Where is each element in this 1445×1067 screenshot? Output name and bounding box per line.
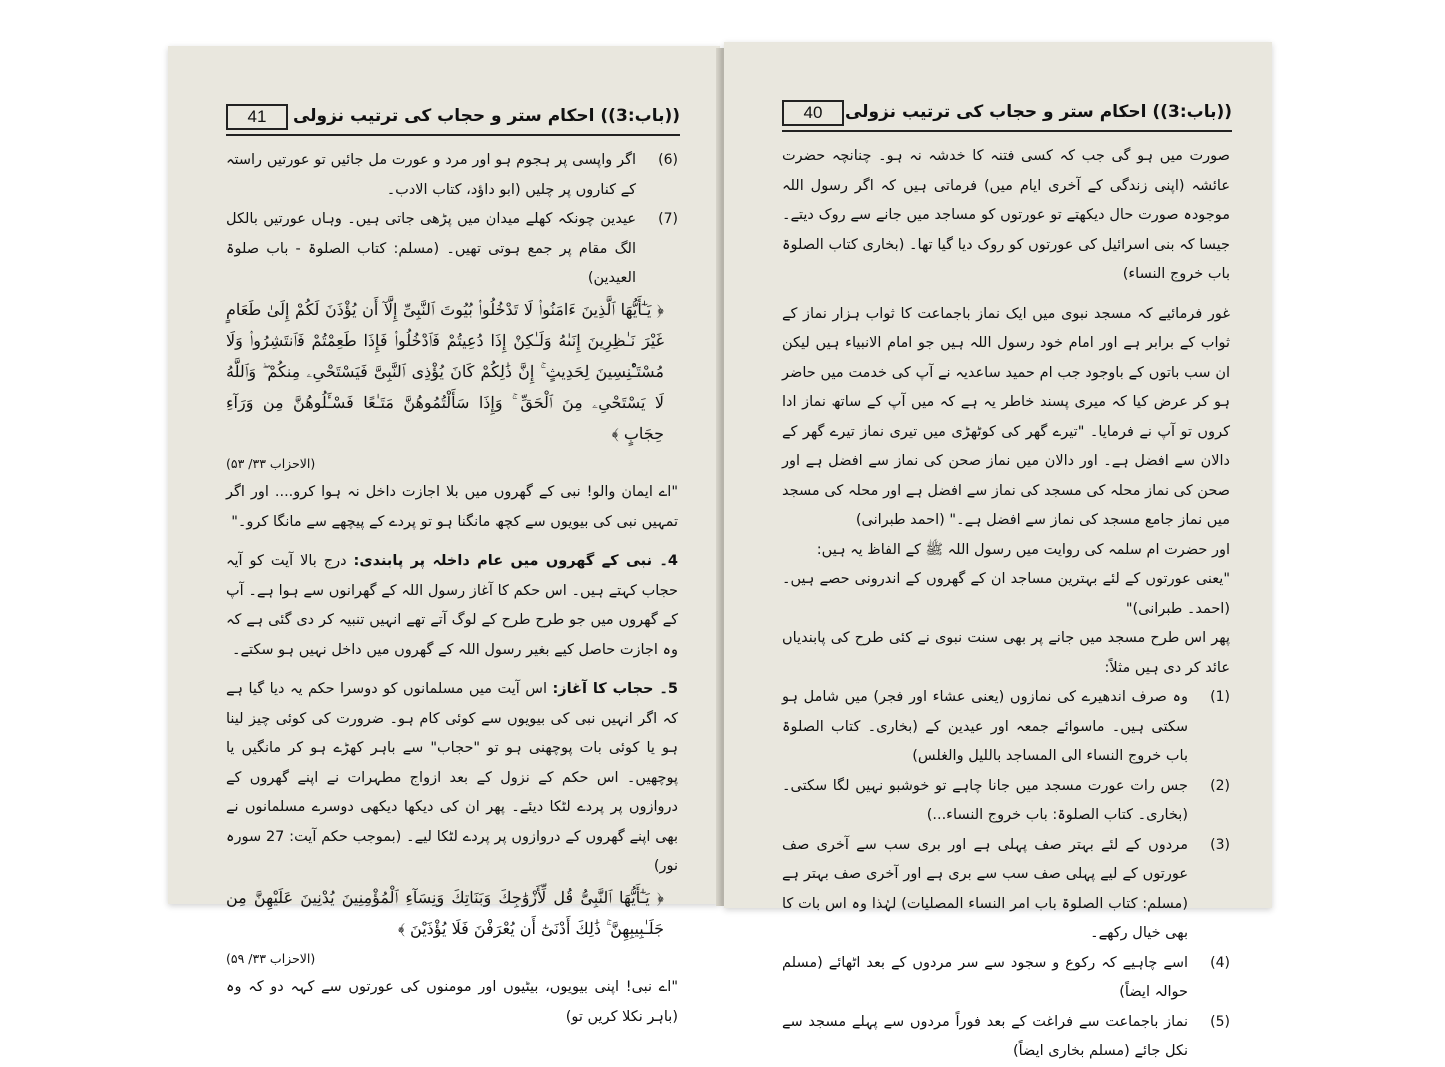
page-body <box>226 146 679 1025</box>
item-number: (7) <box>658 211 678 227</box>
paragraph: غور فرمائیے کہ مسجد نبوی میں ایک نماز باجماعت کا ثواب ہزار نماز کے ثواب کے برابر ہے اور امام خود رسول اللہ ہیں جو امام الانبیاء ہیں لیکن ان سب باتوں کے باوجود جب ام حمید ساعدیہ نے آپ کی خدمت میں حاضر ہو کر عرض کیا کہ میری پسند خاطر یہ ہے کہ میں آپ کے ساتھ نماز ادا کروں تو آپ نے فرمایا۔ "تیرے گھر کی کوٹھڑی میں تیری نماز تیرے گھر کے دالان سے افضل ہے۔ اور دالان میں نماز صحن کی نماز سے افضل ہے اور صحن کی نماز محلہ کی مسجد کی نماز سے افضل ہے اور محلہ کی مسجد میں نماز جامع مسجد کی نماز سے افضل ہے۔" (احمد طبرانی) <box>782 305 1230 528</box>
item-text: وہ صرف اندھیرے کی نمازوں (یعنی عشاء اور فجر) میں شامل ہو سکتی ہیں۔ ماسوائے جمعہ اور عیدین کے (بخاری۔ کتاب الصلوۃ باب خروج النساء الی المساجد باللیل والغلس) <box>782 689 1188 764</box>
paragraph: اور حضرت ام سلمہ کی روایت میں رسول اللہ ﷺ کے الفاظ یہ ہیں: <box>816 541 1230 558</box>
item-number: (6) <box>658 152 678 168</box>
list-item <box>782 949 1230 1008</box>
list-item <box>782 1008 1230 1067</box>
open-book <box>168 42 1280 1059</box>
page-body <box>782 142 1230 1059</box>
item-text: نماز باجماعت سے فراغت کے بعد فوراً مردوں سے پہلے مسجد سے نکل جائے (مسلم بخاری ایضاً) <box>782 1013 1188 1059</box>
section-heading: 5۔ حجاب کا آغاز: <box>552 681 678 697</box>
page-header <box>226 102 680 136</box>
section-text: درج بالا آیت کو آیہ حجاب کہتے ہیں۔ اس حکم کا آغاز رسول اللہ کے گھرانوں سے ہوا ہے۔ آپ کے گھروں میں جو طرح طرح کے لوگ آتے تھے انہیں تنبیہ کر دی گئی ہے کہ وہ اجازت حاصل کیے بغیر رسول اللہ کے گھروں میں داخل نہیں ہو سکتے۔ <box>226 553 678 658</box>
page-40 <box>724 42 1272 1059</box>
item-number: (1) <box>1210 689 1230 705</box>
section-heading: 4۔ نبی کے گھروں میں عام داخلہ پر پابندی: <box>353 553 678 569</box>
section-5 <box>226 675 678 882</box>
verse-translation: "اے نبی! اپنی بیویوں، بیٹیوں اور مومنوں کی عورتوں سے کہہ دو کہ وہ (باہر نکلا کریں تو) <box>226 979 678 1025</box>
list-item <box>782 772 1230 831</box>
verse-reference: (الاحزاب ۳۳/ ۵۹) <box>226 950 316 966</box>
paragraph: صورت میں ہو گی جب کہ کسی فتنہ کا خدشہ نہ ہو۔ چنانچہ حضرت عائشہ (اپنی زندگی کے آخری ایام میں) فرماتی ہیں کہ اگر رسول اللہ موجودہ صورت حال دیکھتے تو عورتوں کو مساجد میں جانے سے روک دیتے۔ جیسا کہ بنی اسرائیل کی عورتوں کو روک دیا گیا تھا۔ (بخاری کتاب الصلوۃ باب خروج النساء) <box>782 148 1230 282</box>
page-header <box>782 98 1232 132</box>
list-item <box>226 205 678 294</box>
quran-verse: ﴿ يَـٰٓأَيُّهَا ٱلنَّبِىُّ قُل لِّأَزْوَٰجِكَ وَبَنَاتِكَ وَنِسَآءِ ٱلْمُؤْمِنِينَ يُدْنِينَ عَلَيْهِنَّ مِن جَلَـٰبِيبِهِنَّ ۚ ذَٰلِكَ أَدْنَىٰٓ أَن يُعْرَفْنَ فَلَا يُؤْذَيْنَ ﴾ <box>226 887 664 938</box>
section-4 <box>226 547 678 665</box>
item-text: عیدین چونکہ کھلے میدان میں پڑھی جاتی ہیں۔ وہاں عورتیں بالکل الگ مقام پر جمع ہوتی تھیں۔ (مسلم: کتاب الصلوۃ - باب صلوۃ العیدین) <box>226 211 636 286</box>
list-item <box>226 146 678 205</box>
paragraph: "یعنی عورتوں کے لئے بہترین مساجد ان کے گھروں کے اندرونی حصے ہیں۔ (احمد۔ طبرانی)" <box>782 571 1230 617</box>
page-41 <box>168 46 720 1025</box>
page-number-box: 40 <box>782 100 844 126</box>
list-item <box>782 683 1230 772</box>
item-text: جس رات عورت مسجد میں جانا چاہے تو خوشبو نہیں لگا سکتی۔ (بخاری۔ کتاب الصلوۃ: باب خروج النساء...) <box>782 777 1188 823</box>
quran-verse: ﴿ يَـٰٓأَيُّهَا ٱلَّذِينَ ءَامَنُوا۟ لَا تَدْخُلُوا۟ بُيُوتَ ٱلنَّبِىِّ إِلَّآ أَن يُؤْذَنَ لَكُمْ إِلَىٰ طَعَامٍ غَيْرَ نَـٰظِرِينَ إِنَىٰهُ وَلَـٰكِنْ إِذَا دُعِيتُمْ فَٱدْخُلُوا۟ فَإِذَا طَعِمْتُمْ فَٱنتَشِرُوا۟ وَلَا مُسْتَـْٔنِسِينَ لِحَدِيثٍ ۚ إِنَّ ذَٰلِكُمْ كَانَ يُؤْذِى ٱلنَّبِىَّ فَيَسْتَحْىِۦ مِنكُمْ ۖ وَٱللَّهُ لَا يَسْتَحْىِۦ مِنَ ٱلْحَقِّ ۚ وَإِذَا سَأَلْتُمُوهُنَّ مَتَـٰعًا فَسْـَٔلُوهُنَّ مِن وَرَآءِ حِجَابٍ ﴾ <box>226 299 664 443</box>
item-number: (2) <box>1210 777 1230 794</box>
item-text: اگر واپسی پر ہجوم ہو اور مرد و عورت مل جائیں تو عورتیں راستہ کے کناروں پر چلیں (ابو داؤد، کتاب الادب۔ <box>226 152 636 198</box>
item-number: (5) <box>1210 1013 1230 1030</box>
item-number: (3) <box>1210 836 1230 853</box>
item-text: اسے چاہیے کہ رکوع و سجود سے سر مردوں کے بعد اٹھائے (مسلم حوالہ ایضاً) <box>782 954 1188 1000</box>
chapter-title: ((باب:3)) احکام ستر و حجاب کی ترتیب نزولی <box>844 102 1232 122</box>
page-number-box: 41 <box>226 104 288 130</box>
item-number: (4) <box>1210 954 1230 971</box>
paragraph: پھر اس طرح مسجد میں جانے پر بھی سنت نبوی نے کئی طرح کی پابندیاں عائد کر دی ہیں مثلاً: <box>782 630 1230 676</box>
verse-translation: "اے ایمان والو! نبی کے گھروں میں بلا اجازت داخل نہ ہوا کرو.... اور اگر تمہیں نبی کی بیویوں سے کچھ مانگنا ہو تو پردے کے پیچھے سے مانگا کرو۔" <box>226 484 678 530</box>
verse-reference: (الاحزاب ۳۳/ ۵۳) <box>226 455 316 471</box>
chapter-title: ((باب:3)) احکام ستر و حجاب کی ترتیب نزولی <box>292 106 680 126</box>
item-text: مردوں کے لئے بہتر صف پہلی ہے اور بری سب سے آخری صف عورتوں کے لیے پہلی صف سب سے بری ہے اور آخری صف بہتر ہے (مسلم: کتاب الصلوۃ باب امر النساء المصلیات) لہٰذا وہ اس بات کا بھی خیال رکھے۔ <box>782 836 1188 941</box>
section-text: اس آیت میں مسلمانوں کو دوسرا حکم یہ دیا گیا ہے کہ اگر انہیں نبی کی بیویوں سے کوئی کام ہو۔ ضرورت کی کوئی چیز لینا ہو یا کوئی بات پوچھنی ہو تو "حجاب" سے باہر کھڑے ہو کر مانگیں یا پوچھیں۔ اس حکم کے نزول کے بعد ازواج مطہرات نے اپنے گھروں کے دروازوں پر پردے لٹکا دیئے۔ پھر ان کی دیکھا دیکھی دوسرے مسلمانوں نے بھی اپنے گھروں کے دروازوں پر پردے لٹکا لیے۔ (بموجب حکم آیت: 27 سورہ نور) <box>226 681 679 874</box>
list-item <box>782 831 1230 949</box>
